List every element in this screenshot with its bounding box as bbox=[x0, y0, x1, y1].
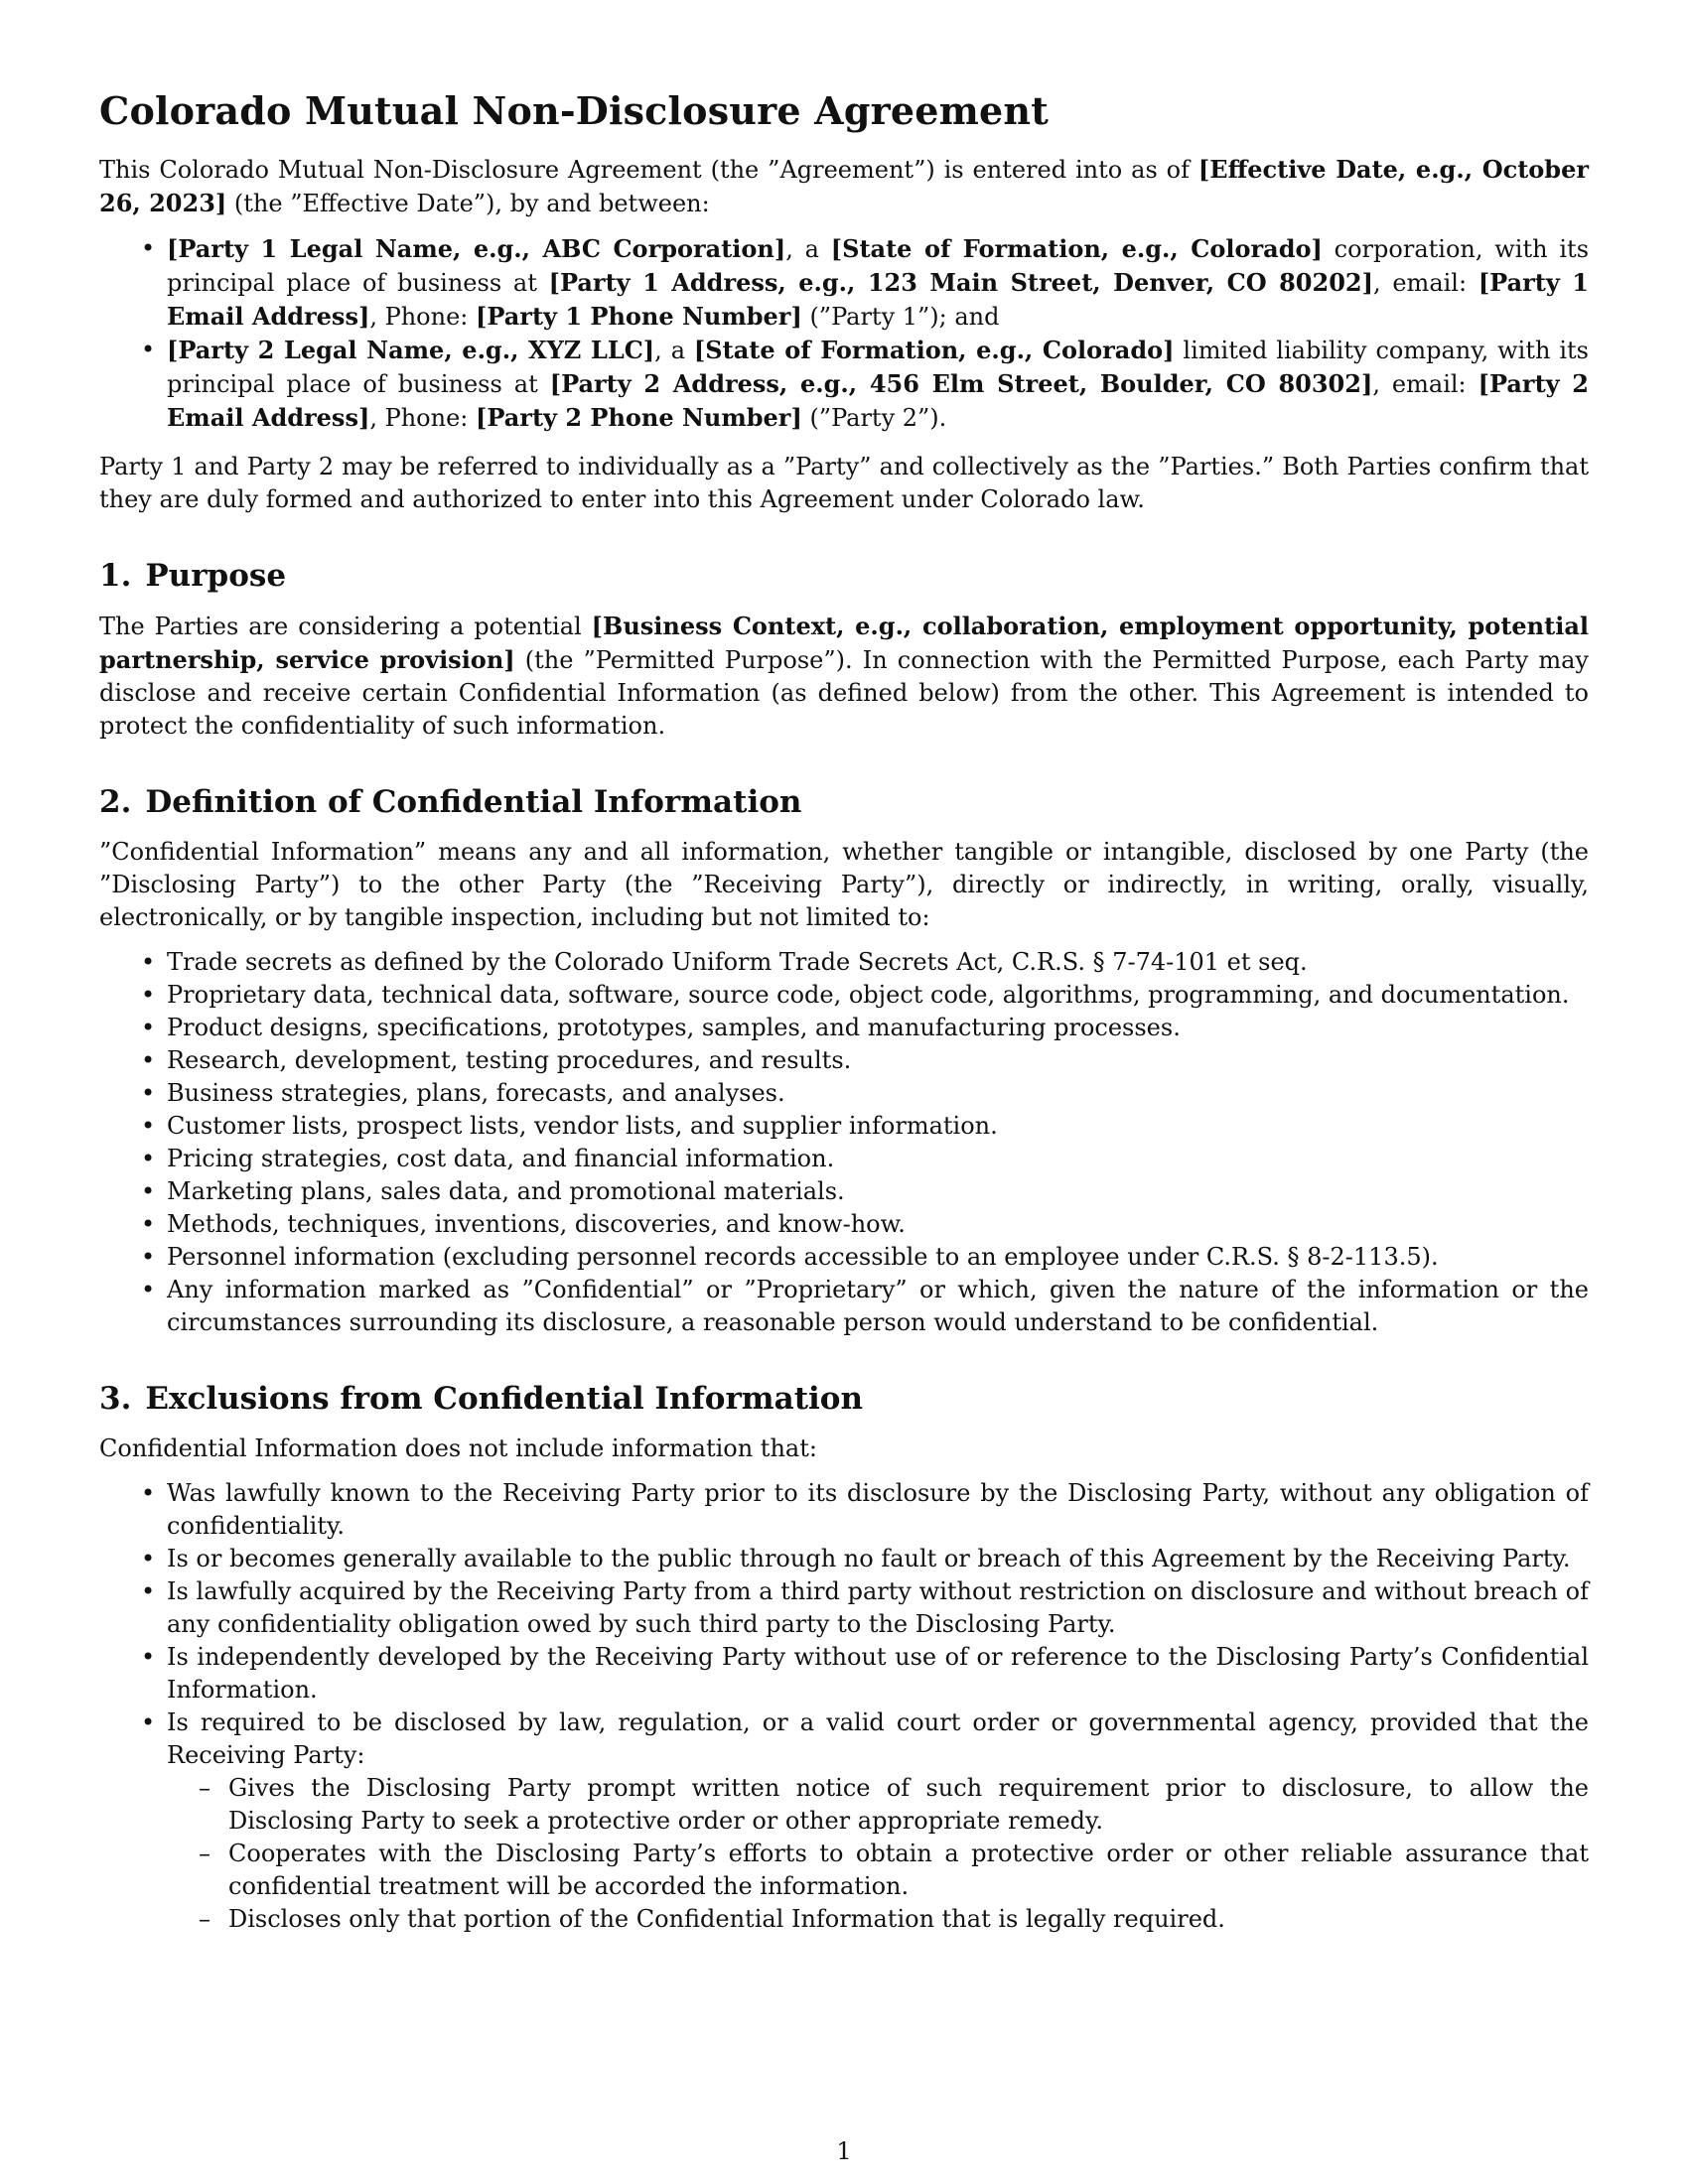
sub-list-item: – Cooperates with the Disclosing Party’s efforts to obtain a protective order or other reliable assurance that confidential treatment will be accorded the information. bbox=[228, 1838, 1589, 1903]
list-item: • Was lawfully known to the Receiving Party prior to its disclosure by the Disclosing Party, without any obligation of confidentiality. bbox=[167, 1477, 1589, 1543]
list-item: • Is lawfully acquired by the Receiving Party from a third party without restriction on disclosure and without breach of any confidentiality obligation owed by such third party to the Disclosing Party. bbox=[167, 1575, 1589, 1641]
intro-text: (the ”Effective Date”), by and between: bbox=[226, 190, 710, 217]
sub-list-item: – Discloses only that portion of the Confidential Information that is legally required. bbox=[228, 1903, 1589, 1936]
document-page bbox=[99, 0, 1589, 1936]
party-address-placeholder: [Party 1 Address, e.g., 123 Main Street, Denver, CO 80202] bbox=[548, 268, 1373, 297]
purpose-text: The Parties are considering a potential bbox=[99, 613, 592, 640]
exclusions-paragraph: Confidential Information does not include information that: bbox=[99, 1434, 817, 1462]
section-title: Definition of Confidential Information bbox=[145, 784, 802, 820]
intro-paragraph bbox=[99, 153, 1589, 220]
list-item: • Pricing strategies, cost data, and financial information. bbox=[167, 1143, 1589, 1175]
party-phone-placeholder: [Party 2 Phone Number] bbox=[476, 403, 802, 432]
section-heading-purpose bbox=[99, 556, 1589, 596]
exclusions-sublist bbox=[167, 1772, 1589, 1936]
list-item: • Product designs, specifications, prototypes, samples, and manufacturing processes. bbox=[167, 1012, 1589, 1044]
party-phone-placeholder: [Party 1 Phone Number] bbox=[476, 302, 802, 331]
party-item bbox=[167, 334, 1589, 435]
party-text: , Phone: bbox=[369, 404, 476, 432]
party-name-placeholder: [Party 1 Legal Name, e.g., ABC Corporation] bbox=[167, 234, 786, 263]
section-title: Exclusions from Confidential Information bbox=[145, 1381, 864, 1417]
section-title: Purpose bbox=[145, 558, 287, 594]
list-item: • Methods, techniques, inventions, discoveries, and know-how. bbox=[167, 1208, 1589, 1241]
effective-date-placeholder: [Effective Date, e.g., October 26, 2023] bbox=[99, 155, 1589, 217]
party-text: (”Party 2”). bbox=[801, 404, 947, 432]
list-item: • Customer lists, prospect lists, vendor lists, and supplier information. bbox=[167, 1110, 1589, 1143]
purpose-text: (the ”Permitted Purpose”). In connection with the Permitted Purpose, each Party may disclose and receive certain Confidential Information (as defined below) from the other. This Agreement is intended to protect the confidentiality of such information. bbox=[99, 646, 1589, 740]
section-number: 3. bbox=[99, 1381, 132, 1417]
section-heading-definition bbox=[99, 782, 1589, 822]
list-item bbox=[167, 1706, 1589, 1936]
exclusions-list bbox=[99, 1477, 1589, 1936]
list-item: • Personnel information (excluding personnel records accessible to an employee under C.R.S. § 8-2-113.5). bbox=[167, 1241, 1589, 1274]
document-title: Colorado Mutual Non-Disclosure Agreement bbox=[99, 88, 1049, 133]
list-item: • Is independently developed by the Receiving Party without use of or reference to the Disclosing Party’s Confidential Information. bbox=[167, 1641, 1589, 1706]
party-state-placeholder: [State of Formation, e.g., Colorado] bbox=[693, 336, 1175, 364]
party-name-placeholder: [Party 2 Legal Name, e.g., XYZ LLC] bbox=[167, 336, 655, 364]
parties-note: Party 1 and Party 2 may be referred to individually as a ”Party” and collectively as the ”Parties.” Both Parties confirm that they are duly formed and authorized to enter into this Agreement under Colorado law. bbox=[99, 453, 1589, 513]
party-text: , Phone: bbox=[369, 303, 476, 331]
party-text: (”Party 1”); and bbox=[801, 303, 1000, 331]
list-item: • Is or becomes generally available to the public through no fault or breach of this Agreement by the Receiving Party. bbox=[167, 1543, 1589, 1575]
list-item: • Research, development, testing procedures, and results. bbox=[167, 1044, 1589, 1077]
party-state-placeholder: [State of Formation, e.g., Colorado] bbox=[830, 234, 1323, 263]
list-item: • Proprietary data, technical data, software, source code, object code, algorithms, programming, and documentation. bbox=[167, 979, 1589, 1012]
party-text: limited liability company, with its principal place of business at bbox=[167, 337, 1590, 398]
list-item: • Trade secrets as defined by the Colorado Uniform Trade Secrets Act, C.R.S. § 7-74-101 et seq. bbox=[167, 946, 1589, 979]
page-number: 1 bbox=[836, 2137, 852, 2165]
party-text: , email: bbox=[1372, 370, 1478, 398]
party-text: , email: bbox=[1372, 269, 1478, 297]
party-text: corporation, with its principal place of business at bbox=[167, 235, 1590, 297]
list-item: • Marketing plans, sales data, and promotional materials. bbox=[167, 1175, 1589, 1208]
list-item: • Any information marked as ”Confidential” or ”Proprietary” or which, given the nature of the information or the circumstances surrounding its disclosure, a reasonable person would understand to be confidential. bbox=[167, 1274, 1589, 1339]
section-heading-exclusions bbox=[99, 1379, 1589, 1419]
party-email-placeholder: [Party 2 Email Address] bbox=[167, 369, 1589, 432]
section-number: 2. bbox=[99, 784, 132, 820]
party-email-placeholder: [Party 1 Email Address] bbox=[167, 268, 1589, 331]
section-number: 1. bbox=[99, 558, 132, 594]
definition-paragraph: ”Confidential Information” means any and all information, whether tangible or intangible, disclosed by one Party (the ”Disclosing Party”) to the other Party (the ”Receiving Party”), directly or indirectly, in writing, orally, visually, electronically, or by tangible inspection, including but not limited to: bbox=[99, 838, 1589, 931]
business-context-placeholder: [Business Context, e.g., collaboration, employment opportunity, potential partnership, service provision] bbox=[99, 612, 1589, 674]
definition-list bbox=[99, 946, 1589, 1339]
purpose-paragraph bbox=[99, 610, 1589, 743]
list-item-text: Is required to be disclosed by law, regulation, or a valid court order or governmental agency, provided that the Receiving Party: bbox=[167, 1708, 1589, 1769]
sub-list-item: – Gives the Disclosing Party prompt written notice of such requirement prior to disclosure, to allow the Disclosing Party to seek a protective order or other appropriate remedy. bbox=[228, 1772, 1589, 1838]
party-text: , a bbox=[654, 337, 694, 364]
intro-text: This Colorado Mutual Non-Disclosure Agreement (the ”Agreement”) is entered into as of bbox=[99, 156, 1198, 184]
party-text: , a bbox=[785, 235, 831, 263]
party-item bbox=[167, 232, 1589, 334]
parties-list bbox=[99, 232, 1589, 435]
list-item: • Business strategies, plans, forecasts, and analyses. bbox=[167, 1077, 1589, 1110]
party-address-placeholder: [Party 2 Address, e.g., 456 Elm Street, Boulder, CO 80302] bbox=[549, 369, 1373, 398]
